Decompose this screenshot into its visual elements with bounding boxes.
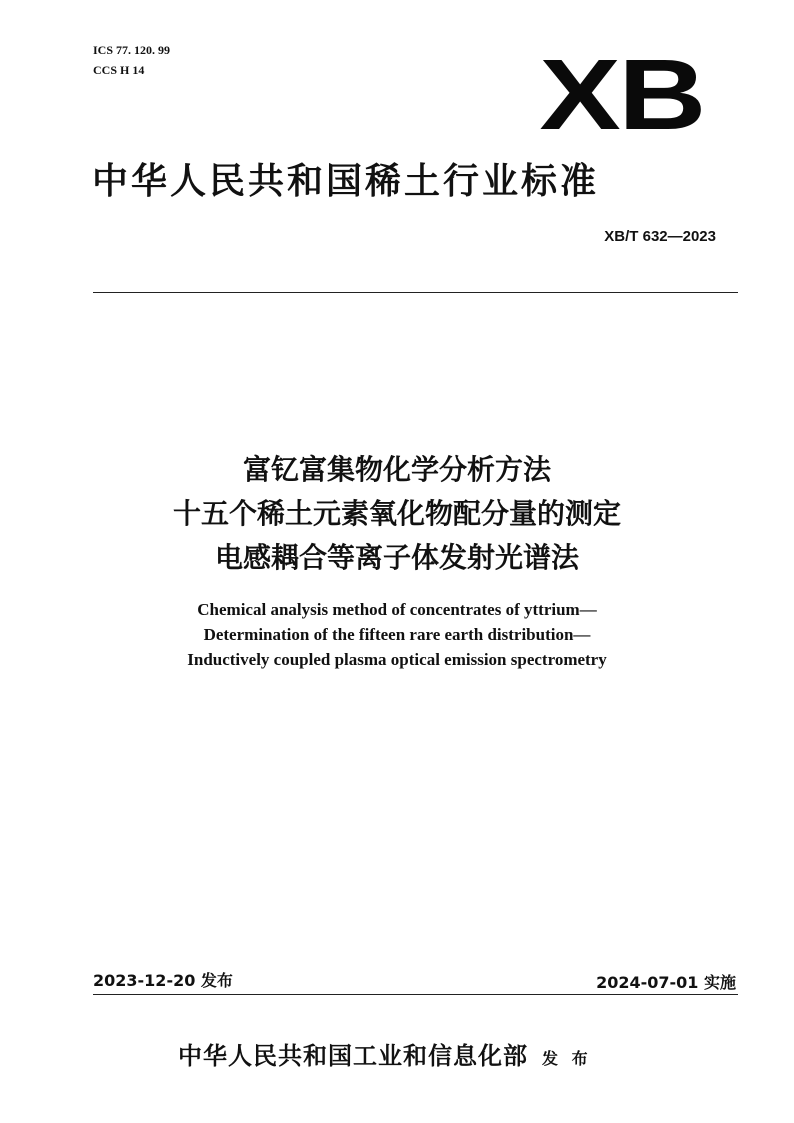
english-title-line: Chemical analysis method of concentrates of yttrium— bbox=[197, 600, 597, 619]
standard-category-title: 中华人民共和国稀土行业标准 bbox=[92, 161, 600, 202]
chinese-title-line: 电感耦合等离子体发射光谱法 bbox=[214, 541, 579, 574]
english-title-line: Determination of the fifteen rare earth distribution— bbox=[203, 625, 591, 644]
publisher-name: 中华人民共和国工业和信息化部 bbox=[178, 1041, 528, 1070]
classification-codes bbox=[93, 40, 170, 80]
chinese-title bbox=[60, 448, 734, 580]
xb-logo: XB bbox=[539, 39, 704, 151]
standard-number: XB/T 632—2023 bbox=[604, 228, 716, 245]
english-title-line: Inductively coupled plasma optical emission spectrometry bbox=[187, 650, 607, 669]
ics-code: ICS 77. 120. 99 bbox=[93, 43, 171, 57]
ccs-code: CCS H 14 bbox=[93, 63, 145, 77]
chinese-title-line: 富钇富集物化学分析方法 bbox=[242, 453, 551, 486]
top-divider bbox=[93, 292, 738, 293]
issue-date: 2023-12-20 发布 bbox=[93, 971, 233, 990]
implementation-date: 2024-07-01 实施 bbox=[596, 973, 736, 992]
chinese-title-line: 十五个稀土元素氧化物配分量的测定 bbox=[172, 497, 621, 530]
bottom-divider bbox=[93, 994, 738, 995]
english-title bbox=[60, 597, 734, 672]
publisher bbox=[178, 1036, 592, 1071]
publisher-suffix: 发 布 bbox=[542, 1049, 592, 1068]
